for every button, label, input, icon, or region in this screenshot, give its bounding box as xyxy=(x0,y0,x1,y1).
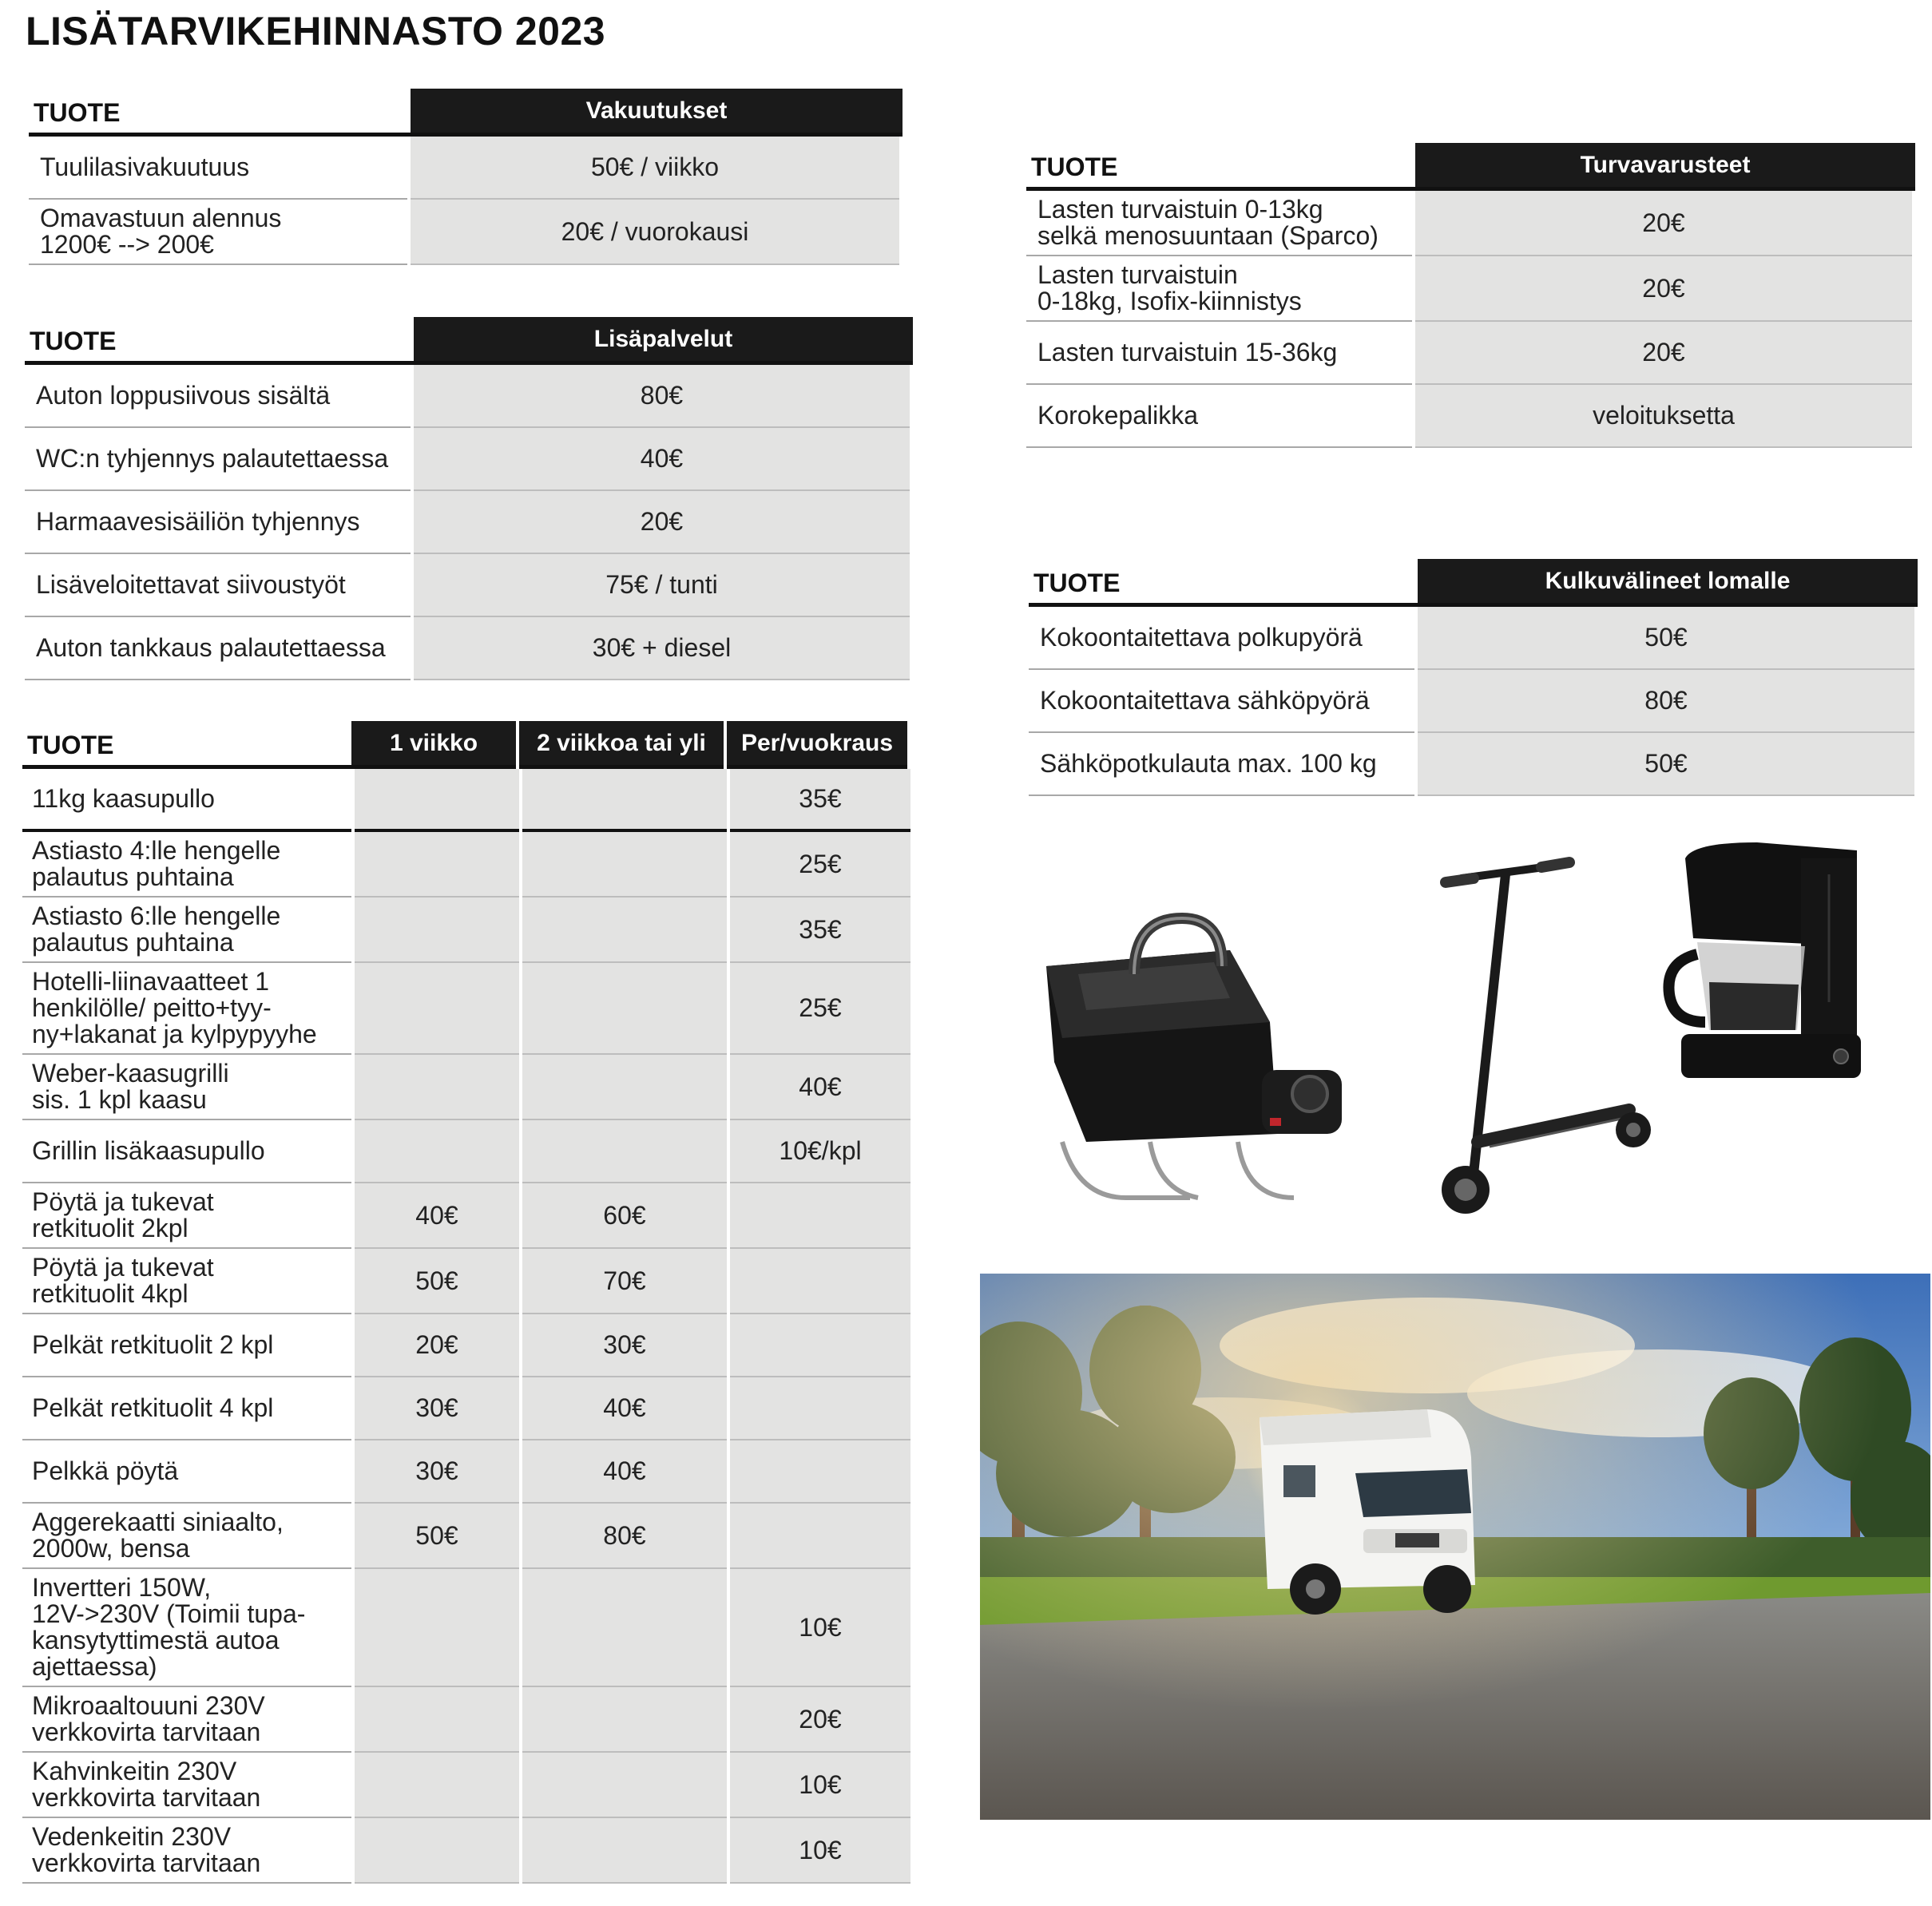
week2-price xyxy=(522,1055,727,1120)
per-rental-price: 25€ xyxy=(730,963,910,1055)
item-name: Mikroaaltouuni 230V verkkovirta tarvitaan xyxy=(22,1687,351,1753)
table-row xyxy=(25,428,913,491)
table-row xyxy=(29,137,903,200)
item-price: 20€ xyxy=(1415,191,1912,256)
table-row xyxy=(1029,607,1918,670)
item-name: Hotelli-liinavaatteet 1 henkilölle/ peitto+tyy- ny+lakanat ja kylpypyyhe xyxy=(22,963,351,1055)
table-row xyxy=(25,554,913,617)
table-row xyxy=(22,1120,910,1183)
week1-price: 50€ xyxy=(355,1504,519,1569)
item-name: Aggerekaatti siniaalto, 2000w, bensa xyxy=(22,1504,351,1569)
week1-price xyxy=(355,1687,519,1753)
table-row xyxy=(29,200,903,265)
table-row xyxy=(1029,670,1918,733)
week2-price xyxy=(522,1687,727,1753)
table-row xyxy=(22,1687,910,1753)
table-row xyxy=(1029,733,1918,796)
item-name: Korokepalikka xyxy=(1026,385,1412,448)
item-name: Harmaavesisäiliön tyhjennys xyxy=(25,491,411,554)
table-row xyxy=(22,1818,910,1884)
item-name: Tuulilasivakuutuus xyxy=(29,137,407,200)
services-table xyxy=(25,317,913,680)
table-row xyxy=(22,1314,910,1377)
item-price: 40€ xyxy=(414,428,910,491)
week2-price: 70€ xyxy=(522,1249,727,1314)
per-rental-price: 35€ xyxy=(730,898,910,963)
week2-price: 30€ xyxy=(522,1314,727,1377)
item-name: Pöytä ja tukevat retkituolit 4kpl xyxy=(22,1249,351,1314)
per-rental-price: 10€ xyxy=(730,1818,910,1884)
table-row xyxy=(1026,322,1915,385)
table-row xyxy=(22,1753,910,1818)
item-price: 20€ xyxy=(414,491,910,554)
item-price: 20€ xyxy=(1415,322,1912,385)
item-name: Lasten turvaistuin 0-18kg, Isofix-kiinnistys xyxy=(1026,256,1412,322)
week1-price: 40€ xyxy=(355,1183,519,1249)
item-price: 50€ xyxy=(1418,607,1914,670)
item-name: Pöytä ja tukevat retkituolit 2kpl xyxy=(22,1183,351,1249)
safety-header: Turvavarusteet xyxy=(1415,143,1915,191)
week2-header: 2 viikkoa tai yli xyxy=(519,721,724,769)
item-name: Astiasto 6:lle hengelle palautus puhtaina xyxy=(22,898,351,963)
week1-price xyxy=(355,1569,519,1687)
week1-price xyxy=(355,1055,519,1120)
per-rental-price xyxy=(730,1183,910,1249)
item-name: Kokoontaitettava sähköpyörä xyxy=(1029,670,1414,733)
week1-price: 20€ xyxy=(355,1314,519,1377)
tuote-header: TUOTE xyxy=(29,89,411,137)
week2-price xyxy=(522,832,727,898)
page-title: LISÄTARVIKEHINNASTO 2023 xyxy=(26,9,606,53)
item-price: 30€ + diesel xyxy=(414,617,910,680)
vehicles-table xyxy=(1029,559,1918,796)
per-rental-price: 25€ xyxy=(730,832,910,898)
per-rental-price: 40€ xyxy=(730,1055,910,1120)
item-price: 80€ xyxy=(1418,670,1914,733)
per-rental-price: 10€ xyxy=(730,1753,910,1818)
item-name: Pelkät retkituolit 4 kpl xyxy=(22,1377,351,1440)
per-rental-price xyxy=(730,1314,910,1377)
week2-price xyxy=(522,1120,727,1183)
week1-price: 30€ xyxy=(355,1377,519,1440)
per-rental-price xyxy=(730,1440,910,1504)
insurance-table xyxy=(29,89,903,265)
tuote-header: TUOTE xyxy=(25,317,414,365)
item-price: 50€ / viikko xyxy=(411,137,899,200)
item-name: Lisäveloitettavat siivoustyöt xyxy=(25,554,411,617)
item-name: Sähköpotkulauta max. 100 kg xyxy=(1029,733,1414,796)
safety-table xyxy=(1026,143,1915,448)
table-row xyxy=(25,365,913,428)
week2-price xyxy=(522,963,727,1055)
per-rental-price: 10€ xyxy=(730,1569,910,1687)
table-row xyxy=(22,1183,910,1249)
tuote-header: TUOTE xyxy=(1026,143,1415,191)
table-row xyxy=(22,963,910,1055)
week1-price xyxy=(355,769,519,832)
item-name: Astiasto 4:lle hengelle palautus puhtaina xyxy=(22,832,351,898)
week1-price xyxy=(355,1753,519,1818)
item-price: 20€ / vuorokausi xyxy=(411,200,899,265)
vehicles-header: Kulkuvälineet lomalle xyxy=(1418,559,1918,607)
item-name: Vedenkeitin 230V verkkovirta tarvitaan xyxy=(22,1818,351,1884)
per-rental-price: 35€ xyxy=(730,769,910,832)
insurance-header: Vakuutukset xyxy=(411,89,903,137)
week2-price: 80€ xyxy=(522,1504,727,1569)
week1-header: 1 viikko xyxy=(351,721,516,769)
item-price: 20€ xyxy=(1415,256,1912,322)
item-name: Kokoontaitettava polkupyörä xyxy=(1029,607,1414,670)
grill-image xyxy=(1030,902,1374,1206)
week1-price: 30€ xyxy=(355,1440,519,1504)
item-name: Omavastuun alennus 1200€ --> 200€ xyxy=(29,200,407,265)
item-name: Kahvinkeitin 230V verkkovirta tarvitaan xyxy=(22,1753,351,1818)
table-row xyxy=(25,617,913,680)
item-name: Lasten turvaistuin 15-36kg xyxy=(1026,322,1412,385)
table-row xyxy=(22,1377,910,1440)
item-name: Lasten turvaistuin 0-13kg selkä menosuuntaan (Sparco) xyxy=(1026,191,1412,256)
item-name: WC:n tyhjennys palautettaessa xyxy=(25,428,411,491)
per-rental-price: 10€/kpl xyxy=(730,1120,910,1183)
per-rental-price: 20€ xyxy=(730,1687,910,1753)
per-rental-price xyxy=(730,1504,910,1569)
scooter-image xyxy=(1430,846,1661,1230)
coffee-maker-image xyxy=(1661,842,1869,1098)
item-name: Pelkkä pöytä xyxy=(22,1440,351,1504)
table-row xyxy=(25,491,913,554)
week1-price xyxy=(355,963,519,1055)
week2-price xyxy=(522,769,727,832)
week1-price xyxy=(355,898,519,963)
table-row xyxy=(22,769,910,832)
tuote-header: TUOTE xyxy=(1029,559,1418,607)
per-rental-price xyxy=(730,1249,910,1314)
table-row xyxy=(22,1440,910,1504)
table-row xyxy=(1026,191,1915,256)
services-header: Lisäpalvelut xyxy=(414,317,913,365)
item-price: 50€ xyxy=(1418,733,1914,796)
week2-price: 60€ xyxy=(522,1183,727,1249)
week2-price xyxy=(522,898,727,963)
week1-price xyxy=(355,1120,519,1183)
tuote-header: TUOTE xyxy=(22,721,351,769)
week1-price xyxy=(355,832,519,898)
week1-price: 50€ xyxy=(355,1249,519,1314)
item-name: Weber-kaasugrilli sis. 1 kpl kaasu xyxy=(22,1055,351,1120)
per-rental-header: Per/vuokraus xyxy=(727,721,907,769)
item-name: Invertteri 150W, 12V->230V (Toimii tupa- kansytyttimestä autoa ajettaessa) xyxy=(22,1569,351,1687)
week2-price xyxy=(522,1818,727,1884)
week1-price xyxy=(355,1818,519,1884)
item-price: veloituksetta xyxy=(1415,385,1912,448)
table-row xyxy=(22,832,910,898)
per-rental-price xyxy=(730,1377,910,1440)
table-row xyxy=(22,1569,910,1687)
item-name: Pelkät retkituolit 2 kpl xyxy=(22,1314,351,1377)
campervan-photo xyxy=(980,1274,1930,1820)
week2-price: 40€ xyxy=(522,1440,727,1504)
item-name: Auton loppusiivous sisältä xyxy=(25,365,411,428)
rentals-table xyxy=(22,721,910,1884)
table-row xyxy=(1026,385,1915,448)
item-name: Auton tankkaus palautettaessa xyxy=(25,617,411,680)
item-name: Grillin lisäkaasupullo xyxy=(22,1120,351,1183)
item-price: 80€ xyxy=(414,365,910,428)
item-price: 75€ / tunti xyxy=(414,554,910,617)
week2-price xyxy=(522,1569,727,1687)
week2-price: 40€ xyxy=(522,1377,727,1440)
item-name: 11kg kaasupullo xyxy=(22,769,351,832)
table-row xyxy=(22,898,910,963)
table-row xyxy=(22,1055,910,1120)
table-row xyxy=(22,1249,910,1314)
week2-price xyxy=(522,1753,727,1818)
table-row xyxy=(1026,256,1915,322)
table-row xyxy=(22,1504,910,1569)
